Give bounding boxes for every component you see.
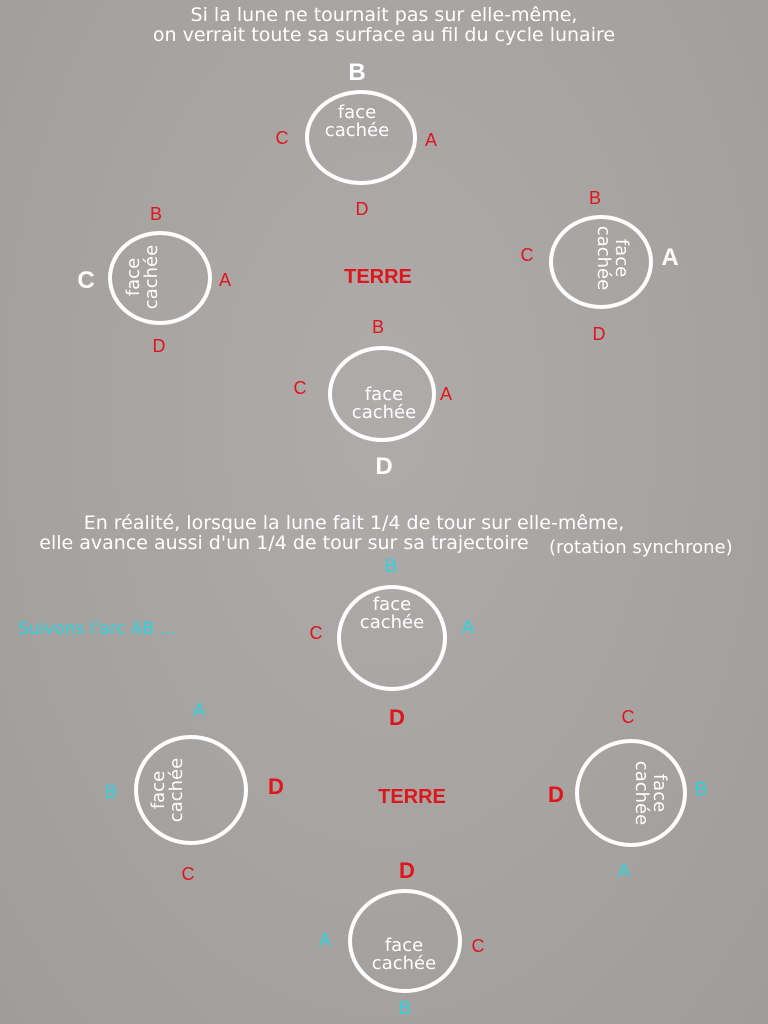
b-moon-right-top-label: C — [621, 707, 635, 727]
moon-bottom-left-label: C — [293, 378, 307, 398]
b-moon-top-right-label: A — [461, 617, 475, 637]
face-word: face — [148, 770, 169, 810]
top-title-line1: Si la lune ne tournait pas sur elle-même, — [190, 4, 578, 26]
b-moon-right-bottom-label: A — [617, 861, 631, 881]
follow-arc-note: Suivons l'arc AB ... — [18, 619, 176, 639]
position-label-a: A — [661, 244, 679, 271]
b-moon-bottom-left-label: A — [318, 930, 332, 950]
hidden-word: cachée — [166, 757, 187, 823]
bottom-title-line2: elle avance aussi d'un 1/4 de tour sur sa trajectoire — [39, 532, 529, 554]
hidden-word: cachée — [351, 402, 417, 423]
moon-right-top-label: B — [588, 188, 602, 208]
face-word: face — [337, 102, 377, 123]
moon-top-right-label: A — [424, 130, 438, 150]
b-moon-right-face — [632, 761, 668, 825]
face-word: face — [364, 384, 404, 405]
moon-top-left-label: C — [275, 128, 289, 148]
face-word: face — [372, 594, 412, 615]
face-word: face — [123, 257, 144, 297]
hidden-word: cachée — [141, 244, 162, 310]
b-moon-bottom-face — [372, 937, 436, 973]
earth-label-top: TERRE — [344, 266, 412, 288]
b-moon-left-right-label: D — [268, 774, 284, 799]
b-moon-right-left-label: D — [548, 782, 564, 807]
moon-bottom-right-label: A — [439, 384, 453, 404]
face-word: face — [649, 773, 670, 813]
b-moon-left-face — [150, 758, 186, 822]
moon-right-bottom-label: D — [592, 324, 606, 344]
b-moon-bottom-top-label: D — [399, 858, 415, 883]
b-moon-top-bottom-label: D — [389, 705, 405, 730]
moon-left-top-label: B — [149, 204, 163, 224]
bottom-title-line1: En réalité, lorsque la lune fait 1/4 de tour sur elle-même, — [83, 512, 625, 534]
moon-top-face — [325, 104, 389, 140]
moon-left-bottom-label: D — [152, 336, 166, 356]
hidden-word: cachée — [371, 953, 437, 974]
face-word: face — [384, 935, 424, 956]
b-moon-top-face — [360, 596, 424, 632]
bottom-title-note: (rotation synchrone) — [549, 537, 733, 558]
moon-left-face — [125, 245, 161, 309]
position-label-d: D — [375, 453, 393, 480]
b-moon-top-top-label: B — [384, 556, 398, 576]
moon-left-right-label: A — [218, 270, 232, 290]
b-moon-left-bottom-label: C — [181, 864, 195, 884]
hidden-word: cachée — [359, 612, 425, 633]
position-label-b: B — [348, 59, 366, 86]
top-title-line2: on verrait toute sa surface au fil du cycle lunaire — [152, 24, 616, 46]
moon-right-left-label: C — [520, 245, 534, 265]
b-moon-bottom-bottom-label: B — [398, 998, 412, 1018]
moon-bottom-top-label: B — [371, 317, 385, 337]
hidden-word: cachée — [631, 760, 652, 826]
b-moon-left-left-label: B — [104, 782, 118, 802]
b-moon-top-left-label: C — [309, 623, 323, 643]
moon-right-face — [594, 226, 630, 290]
b-moon-bottom-right-label: C — [471, 936, 485, 956]
position-label-c: C — [77, 267, 95, 294]
b-moon-right-right-label: B — [694, 779, 708, 799]
hidden-word: cachée — [324, 120, 390, 141]
moon-bottom-face — [352, 386, 416, 422]
moon-top-bottom-label: D — [355, 199, 369, 219]
face-word: face — [611, 238, 632, 278]
earth-label-bottom: TERRE — [378, 786, 446, 808]
hidden-word: cachée — [593, 225, 614, 291]
b-moon-left-top-label: A — [192, 700, 206, 720]
